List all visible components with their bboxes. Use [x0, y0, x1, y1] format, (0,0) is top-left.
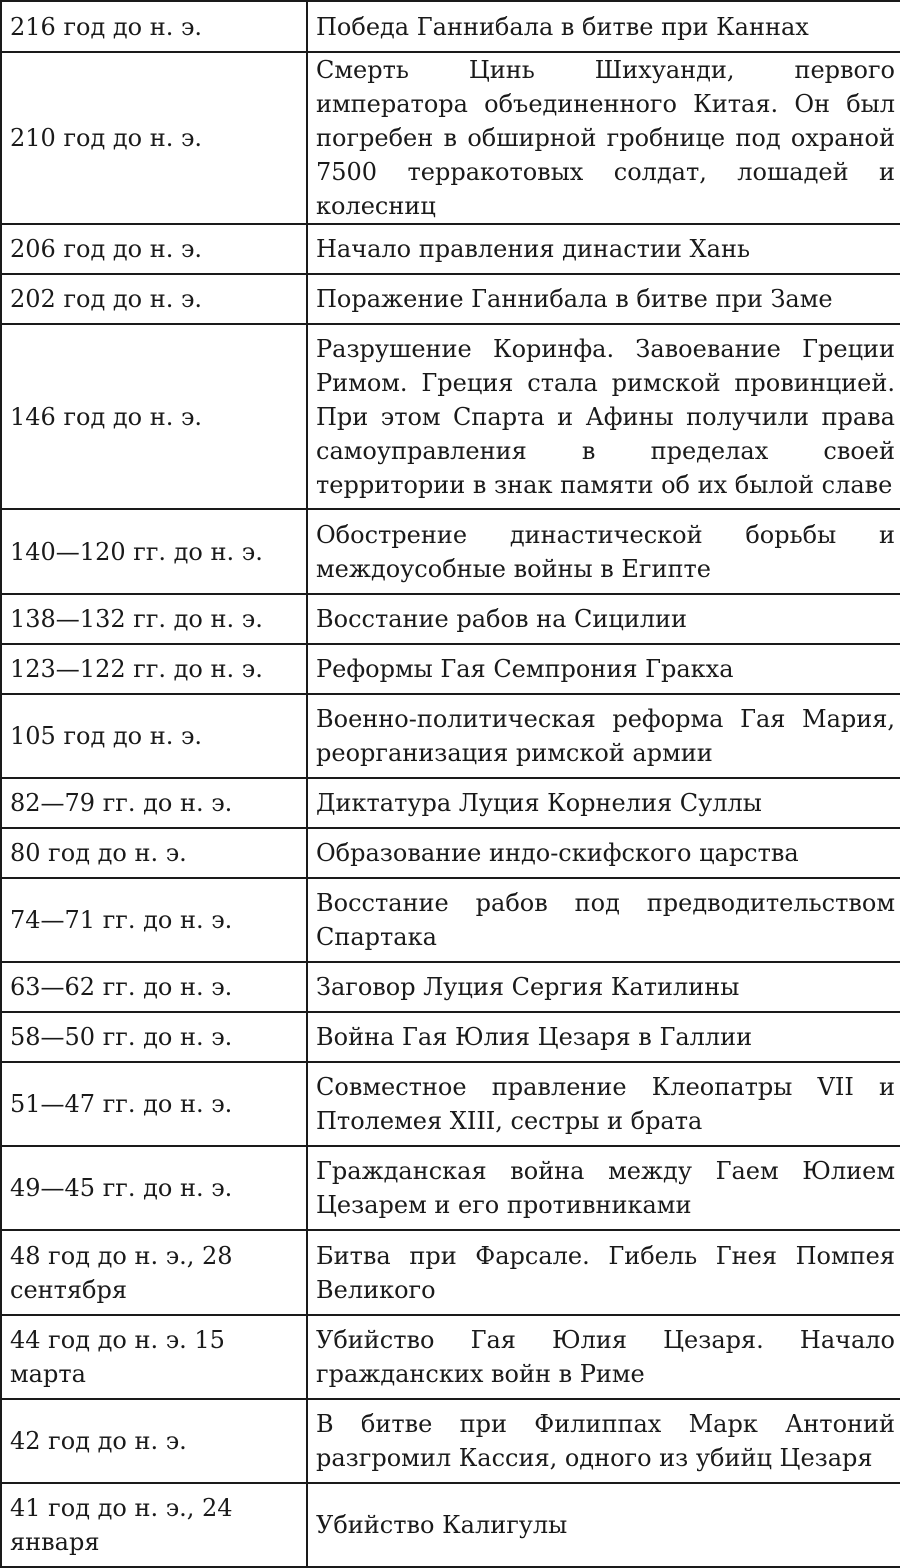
table-row	[1, 1230, 900, 1315]
date-cell	[1, 1315, 307, 1399]
event-cell	[307, 1, 900, 52]
date-text: 42 год до н. э.	[10, 1427, 187, 1455]
table-row	[1, 962, 900, 1012]
table-row	[1, 1, 900, 52]
event-text: Диктатура Луция Корнелия Суллы	[316, 789, 762, 817]
date-text: 138—132 гг. до н. э.	[10, 605, 263, 633]
event-cell	[307, 224, 900, 274]
date-text: 63—62 гг. до н. э.	[10, 973, 233, 1001]
table-row	[1, 878, 900, 962]
date-text: 123—122 гг. до н. э.	[10, 655, 263, 683]
date-text: 206 год до н. э.	[10, 235, 203, 263]
event-text: Война Гая Юлия Цезаря в Галлии	[316, 1023, 753, 1051]
event-cell	[307, 778, 900, 828]
date-text: 49—45 гг. до н. э.	[10, 1174, 233, 1202]
event-cell	[307, 594, 900, 644]
date-text: 216 год до н. э.	[10, 12, 203, 41]
date-cell	[1, 694, 307, 778]
date-text: 140—120 гг. до н. э.	[10, 537, 263, 566]
date-cell	[1, 1483, 307, 1567]
event-text: Образование индо-скифского царства	[316, 839, 799, 867]
date-cell	[1, 1, 307, 52]
date-text: 80 год до н. э.	[10, 839, 187, 867]
date-text: 41 год до н. э., 24 января	[10, 1494, 233, 1556]
event-cell	[307, 1315, 900, 1399]
event-text: Совместное правление Клеопатры VII и Птолемея XIII, сестры и брата	[316, 1073, 895, 1135]
event-cell	[307, 644, 900, 694]
table-row	[1, 509, 900, 594]
event-text: Заговор Луция Сергия Катилины	[316, 973, 740, 1001]
event-cell	[307, 1483, 900, 1567]
event-cell	[307, 324, 900, 509]
event-cell	[307, 509, 900, 594]
event-text: Обострение династической борьбы и междоусобные войны в Египте	[316, 520, 895, 583]
table-row	[1, 224, 900, 274]
event-text: Смерть Цинь Шихуанди, первого императора объединенного Китая. Он был погребен в обширной гробнице под охраной 7500 терракотовых солдат, лошадей и колесниц	[316, 56, 895, 220]
table-row	[1, 644, 900, 694]
event-cell	[307, 274, 900, 324]
date-cell	[1, 1230, 307, 1315]
event-text: Битва при Фарсале. Гибель Гнея Помпея Великого	[316, 1241, 895, 1304]
date-text: 202 год до н. э.	[10, 285, 203, 313]
event-text: В битве при Филиппах Марк Антоний разгромил Кассия, одного из убийц Цезаря	[316, 1410, 895, 1472]
date-cell	[1, 509, 307, 594]
event-cell	[307, 828, 900, 878]
date-text: 210 год до н. э.	[10, 124, 203, 152]
event-cell	[307, 1012, 900, 1062]
table-row	[1, 324, 900, 509]
event-text: Убийство Гая Юлия Цезаря. Начало гражданских войн в Риме	[316, 1326, 895, 1388]
event-text: Начало правления династии Хань	[316, 235, 751, 263]
table-row	[1, 594, 900, 644]
event-cell	[307, 1062, 900, 1146]
event-text: Восстание рабов под предводительством Спартака	[316, 889, 895, 951]
date-cell	[1, 594, 307, 644]
date-cell	[1, 878, 307, 962]
date-text: 82—79 гг. до н. э.	[10, 789, 233, 817]
event-text: Реформы Гая Семпрония Гракха	[316, 655, 734, 683]
date-cell	[1, 962, 307, 1012]
date-cell	[1, 1146, 307, 1230]
event-text: Победа Ганнибала в битве при Каннах	[316, 12, 809, 41]
date-cell	[1, 324, 307, 509]
date-cell	[1, 1062, 307, 1146]
event-text: Разрушение Коринфа. Завоевание Греции Римом. Греция стала римской провинцией. При этом Спарта и Афины получили права самоуправления в пределах своей территории в знак памяти об их былой славе	[316, 334, 895, 499]
table-row	[1, 778, 900, 828]
table-row	[1, 274, 900, 324]
event-cell	[307, 878, 900, 962]
event-cell	[307, 1146, 900, 1230]
event-cell	[307, 52, 900, 224]
event-cell	[307, 1399, 900, 1483]
date-text: 58—50 гг. до н. э.	[10, 1023, 233, 1051]
date-text: 146 год до н. э.	[10, 402, 203, 431]
event-text: Восстание рабов на Сицилии	[316, 605, 688, 633]
event-cell	[307, 962, 900, 1012]
date-cell	[1, 778, 307, 828]
table-row	[1, 52, 900, 224]
event-text: Убийство Калигулы	[316, 1511, 568, 1539]
table-row	[1, 1399, 900, 1483]
event-text: Поражение Ганнибала в битве при Заме	[316, 285, 833, 313]
date-cell	[1, 52, 307, 224]
date-text: 48 год до н. э., 28 сентября	[10, 1241, 233, 1304]
date-cell	[1, 828, 307, 878]
date-cell	[1, 274, 307, 324]
event-cell	[307, 1230, 900, 1315]
table-row	[1, 1315, 900, 1399]
event-text: Военно-политическая реформа Гая Мария, реорганизация римской армии	[316, 705, 895, 767]
table-row	[1, 1146, 900, 1230]
date-text: 74—71 гг. до н. э.	[10, 906, 233, 934]
table-row	[1, 828, 900, 878]
event-text: Гражданская война между Гаем Юлием Цезарем и его противниками	[316, 1157, 895, 1219]
event-cell	[307, 694, 900, 778]
table-row	[1, 1012, 900, 1062]
date-cell	[1, 644, 307, 694]
table-row	[1, 694, 900, 778]
date-text: 105 год до н. э.	[10, 722, 203, 750]
table-row	[1, 1062, 900, 1146]
date-cell	[1, 1012, 307, 1062]
date-text: 51—47 гг. до н. э.	[10, 1090, 233, 1118]
date-cell	[1, 224, 307, 274]
date-cell	[1, 1399, 307, 1483]
table-row	[1, 1483, 900, 1567]
date-text: 44 год до н. э. 15 марта	[10, 1326, 225, 1388]
